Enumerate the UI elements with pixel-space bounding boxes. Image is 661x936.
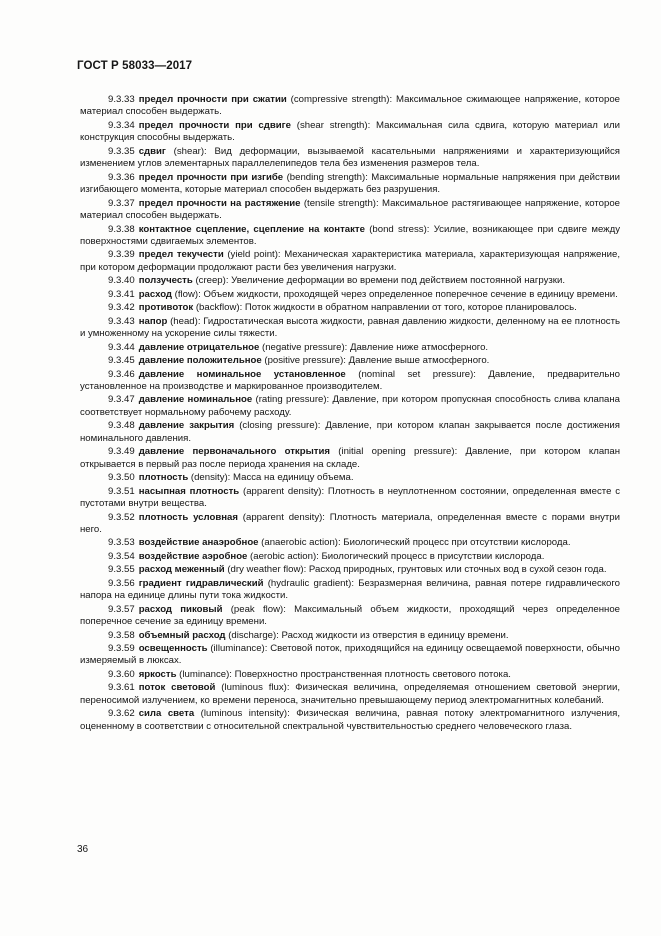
entry-definition: (anaerobic action): Биологический процесс при отсутствии кислорода. <box>258 537 571 549</box>
glossary-entry <box>80 472 620 484</box>
glossary-entry <box>80 249 620 274</box>
entry-number: 9.3.36 <box>108 171 135 183</box>
entry-definition: (tensile strength): Максимальное растягивающее напряжение, которое материал способен выдержать. <box>80 197 620 222</box>
entry-definition: (luminance): Поверхностно пространственная плотность светового потока. <box>176 668 511 680</box>
entry-term: сдвиг <box>138 145 166 157</box>
entry-term: предел прочности при сжатии <box>138 94 287 105</box>
entry-number: 9.3.62 <box>108 708 135 720</box>
entry-number: 9.3.48 <box>108 420 135 432</box>
entry-definition: (aerobic action): Биологический процесс в присутствии кислорода. <box>247 550 545 562</box>
entry-number: 9.3.43 <box>108 315 135 327</box>
glossary-entry <box>80 564 620 576</box>
entry-definition: (bending strength): Максимальные нормальные напряжения при действии изгибающего момента, которые материал способен выдержать без разрушения. <box>80 171 621 196</box>
entry-term: объемный расход <box>138 629 226 641</box>
glossary-entry <box>80 289 620 301</box>
entry-definition: (illuminance): Световой поток, приходящийся на единицу освещаемой поверхности, обычно измеряемый в люксах. <box>80 643 620 667</box>
entry-term: расход <box>138 288 173 300</box>
entry-number: 9.3.49 <box>108 446 135 458</box>
entry-term: освещенность <box>138 643 208 655</box>
entry-number: 9.3.44 <box>108 341 135 353</box>
entry-definition: (hydraulic gradient): Безразмерная величина, равная потере гидравлического напора на единице длины пути тока жидкости. <box>80 577 621 602</box>
glossary-entry <box>80 708 620 733</box>
glossary-entry <box>80 120 620 145</box>
glossary-entry <box>80 198 620 223</box>
entry-number: 9.3.56 <box>108 577 135 589</box>
entry-number: 9.3.58 <box>108 629 135 641</box>
entry-term: плотность условная <box>138 511 238 523</box>
glossary-entry <box>80 316 620 341</box>
glossary-entry <box>80 630 620 642</box>
entry-number: 9.3.57 <box>108 603 135 615</box>
glossary-entry <box>80 578 620 603</box>
entry-definition: (compressive strength): Максимальное сжимающее напряжение, которое материал способен выдержать. <box>80 94 620 118</box>
entry-term: давление положительное <box>138 355 262 367</box>
glossary-entry <box>80 172 620 197</box>
entry-number: 9.3.55 <box>108 564 135 576</box>
entry-term: давление отрицательное <box>138 341 260 353</box>
entry-definition: (negative pressure): Давление ниже атмосферного. <box>259 341 489 353</box>
entry-number: 9.3.45 <box>108 355 135 367</box>
entry-definition: (shear): Вид деформации, вызываемой касательными напряжениями и характеризующийся изменением углов элементарных параллелепипедов тела без изменения размеров тела. <box>80 145 620 170</box>
entry-definition: (nominal set pressure): Давление, предварительно установленное на производстве и маркированное производителем. <box>80 368 620 392</box>
glossary-entry <box>80 512 620 537</box>
glossary-entry <box>80 146 620 171</box>
entry-definition: (head): Гидростатическая высота жидкости, равная давлению жидкости, деленному на ее плотность и умноженному на ускорение силы тяжести. <box>80 315 620 340</box>
entry-definition: (initial opening pressure): Давление, при котором клапан открывается в первый раз после периода хранения на складе. <box>80 446 620 470</box>
entry-definition: (apparent density): Плотность материала, определенная вместе с порами внутри него. <box>80 511 620 535</box>
entry-number: 9.3.33 <box>108 94 135 105</box>
entry-definition: (discharge): Расход жидкости из отверстия в единицу времени. <box>225 629 509 641</box>
entry-definition: (flow): Объем жидкости, проходящей через определенное поперечное сечение в единицу времени. <box>172 288 618 300</box>
entry-number: 9.3.41 <box>108 288 135 300</box>
entry-term: сила света <box>138 708 195 720</box>
glossary-entry <box>80 275 620 287</box>
entry-term: воздействие аэробное <box>138 550 248 562</box>
entry-definition: (apparent density): Плотность в неуплотненном состоянии, определенная вместе с пустотами внутри вещества. <box>80 485 620 510</box>
entry-number: 9.3.37 <box>108 197 135 209</box>
entry-definition: (luminous intensity): Физическая величина, равная потоку электромагнитного излучения, оцененному в соответствии с относительной спектральной чувствительностью среднего человеческого глаза. <box>80 708 620 732</box>
glossary-entry <box>80 643 620 668</box>
entry-number: 9.3.46 <box>108 368 135 380</box>
standard-header: ГОСТ Р 58033—2017 <box>77 60 193 72</box>
glossary-entry <box>80 369 620 394</box>
glossary-entry <box>80 446 620 471</box>
entry-definition: (yield point): Механическая характеристика материала, характеризующая напряжение, при котором деформации продолжают расти без увеличения нагрузки. <box>80 249 620 273</box>
entry-term: противоток <box>138 302 194 314</box>
entry-term: плотность <box>138 472 189 484</box>
entry-number: 9.3.42 <box>108 302 135 314</box>
entry-number: 9.3.34 <box>108 119 135 131</box>
entry-number: 9.3.53 <box>108 537 135 549</box>
glossary-entry <box>80 551 620 563</box>
entry-term: яркость <box>138 668 177 680</box>
entry-term: давление закрытия <box>138 420 235 432</box>
entry-definition: (positive pressure): Давление выше атмосферного. <box>261 355 490 367</box>
glossary-entry <box>80 537 620 549</box>
glossary-entry <box>80 486 620 511</box>
entry-term: напор <box>138 315 168 327</box>
entry-term: расход пиковый <box>138 603 223 615</box>
entry-term: предел текучести <box>138 249 224 261</box>
entry-number: 9.3.59 <box>108 643 135 655</box>
entry-number: 9.3.47 <box>108 394 135 406</box>
glossary-entry <box>80 394 620 419</box>
entry-definition: (bond stress): Усилие, возникающее при сдвиге между поверхностями сдвигаемых элементов. <box>80 223 620 247</box>
entry-term: давление номинальное установленное <box>138 368 346 380</box>
entry-term: давление первоначального открытия <box>138 446 330 458</box>
entry-number: 9.3.50 <box>108 472 135 484</box>
glossary-entry <box>80 355 620 367</box>
entry-number: 9.3.38 <box>108 223 135 235</box>
entry-term: градиент гидравлический <box>138 577 264 589</box>
entry-term: предел прочности при сдвиге <box>138 119 291 131</box>
glossary-entry <box>80 682 620 707</box>
entry-term: ползучесть <box>138 275 193 287</box>
entry-term: поток световой <box>138 682 216 694</box>
entry-number: 9.3.35 <box>108 145 135 157</box>
entry-definition: (creep): Увеличение деформации во времени под действием постоянной нагрузки. <box>192 275 565 287</box>
entry-number: 9.3.54 <box>108 550 135 562</box>
entry-definition: (rating pressure): Давление, при котором пропускная способность слива клапана соответствует нормальному рабочему расходу. <box>80 394 620 418</box>
entry-definition: (density): Масса на единицу объема. <box>188 472 354 484</box>
glossary-entry <box>80 94 620 119</box>
page-number: 36 <box>77 844 89 855</box>
entry-number: 9.3.60 <box>108 668 135 680</box>
entry-definition: (peak flow): Максимальный объем жидкости, проходящий через определенное поперечное сечение за единицу времени. <box>80 603 620 628</box>
entry-number: 9.3.51 <box>108 485 135 497</box>
entry-term: давление номинальное <box>138 394 253 406</box>
entry-definition: (luminous flux): Физическая величина, определяемая отношением световой энергии, переносимой излучением, ко времени переноса, значительно превышающему период электромагнитных колебаний. <box>80 682 621 706</box>
entry-term: воздействие анаэробное <box>138 537 259 549</box>
entry-term: расход меженный <box>138 564 225 576</box>
entry-number: 9.3.52 <box>108 511 135 523</box>
glossary-entry <box>80 302 620 314</box>
entry-definition: (dry weather flow): Расход природных, грунтовых или сточных вод в сухой сезон года. <box>224 564 607 576</box>
entry-term: контактное сцепление, сцепление на контакте <box>138 223 365 235</box>
glossary-entry <box>80 420 620 445</box>
entry-number: 9.3.39 <box>108 249 135 261</box>
entry-number: 9.3.61 <box>108 682 135 694</box>
entry-term: предел прочности на растяжение <box>138 197 301 209</box>
glossary-entry <box>80 342 620 354</box>
entry-definition: (backflow): Поток жидкости в обратном направлении от того, которое планировалось. <box>193 302 577 314</box>
glossary-entry <box>80 224 620 249</box>
glossary-entry <box>80 669 620 681</box>
glossary-entries <box>80 94 620 734</box>
glossary-entry <box>80 604 620 629</box>
entry-term: насыпная плотность <box>138 485 240 497</box>
entry-number: 9.3.40 <box>108 275 135 287</box>
entry-term: предел прочности при изгибе <box>138 171 284 183</box>
entry-definition: (shear strength): Максимальная сила сдвига, которую материал или конструкция способны выдержать. <box>80 119 620 144</box>
entry-definition: (closing pressure): Давление, при котором клапан закрывается после достижения номинального давления. <box>80 420 620 444</box>
